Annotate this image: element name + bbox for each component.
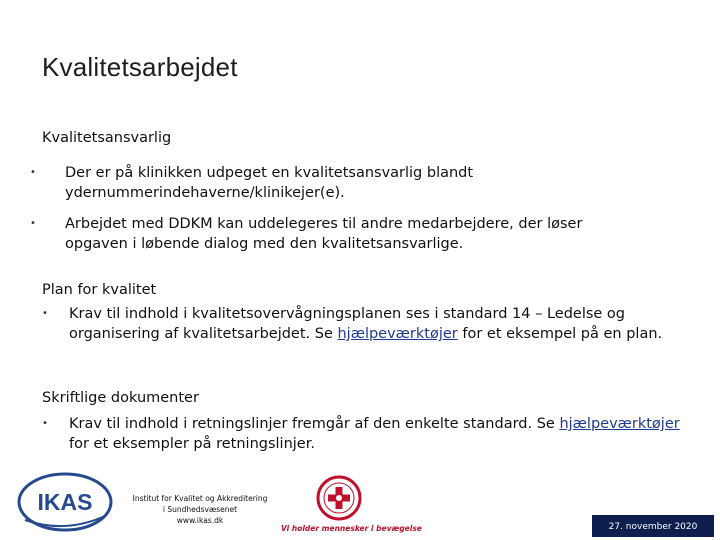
list-item bbox=[42, 414, 682, 454]
date-footer: 27. november 2020 bbox=[592, 515, 714, 537]
institute-subtitle: i Sundhedsvæsenet bbox=[162, 505, 238, 514]
ikas-logo bbox=[15, 470, 115, 540]
section-heading-plan-for-kvalitet: Plan for kvalitet bbox=[42, 282, 157, 298]
hjaelpevaerktoejer-link[interactable]: hjælpeværktøjer bbox=[337, 326, 458, 342]
section-heading-skriftlige-dokumenter: Skriftlige dokumenter bbox=[42, 390, 199, 406]
bullet-icon: • bbox=[42, 308, 48, 319]
list-item bbox=[42, 304, 682, 344]
bullet-text: Krav til indhold i kvalitetsovervågningsplanen ses i standard 14 – Ledelse og organisering af kvalitetsarbejdet. Se hjælpeværktøjer for et eksempel på en plan. bbox=[69, 306, 663, 342]
list-item bbox=[30, 214, 630, 254]
bullet-icon: • bbox=[30, 167, 36, 178]
bullet-text: Krav til indhold i retningslinjer fremgår af den enkelte standard. Se hjælpeværktøjer for et eksempler på retningslinjer. bbox=[69, 416, 680, 452]
ikas-logo-text: IKAS bbox=[37, 489, 93, 515]
institute-website: www.ikas.dk bbox=[176, 516, 224, 525]
bullet-text: Der er på klinikken udpeget en kvalitetsansvarlig blandt ydernummerindehaverne/klinikejer(e). bbox=[65, 165, 474, 201]
bullet-icon: • bbox=[30, 218, 36, 229]
institute-name: Institut for Kvalitet og Akkreditering bbox=[132, 494, 268, 503]
bullet-text: Arbejdet med DDKM kan uddelegeres til andre medarbejdere, der løser opgaven i løbende dialog med den kvalitetsansvarlige. bbox=[65, 216, 583, 252]
bullet-icon: • bbox=[42, 418, 48, 429]
hjaelpevaerktoejer-link[interactable]: hjælpeværktøjer bbox=[559, 416, 680, 432]
institute-info bbox=[120, 493, 280, 526]
slide-title: Kvalitetsarbejdet bbox=[42, 52, 238, 82]
association-emblem-icon bbox=[316, 474, 362, 526]
slogan: Vi holder mennesker i bevægelse bbox=[281, 524, 422, 533]
section-heading-kvalitetsansvarlig: Kvalitetsansvarlig bbox=[42, 130, 172, 146]
list-item bbox=[30, 163, 630, 203]
